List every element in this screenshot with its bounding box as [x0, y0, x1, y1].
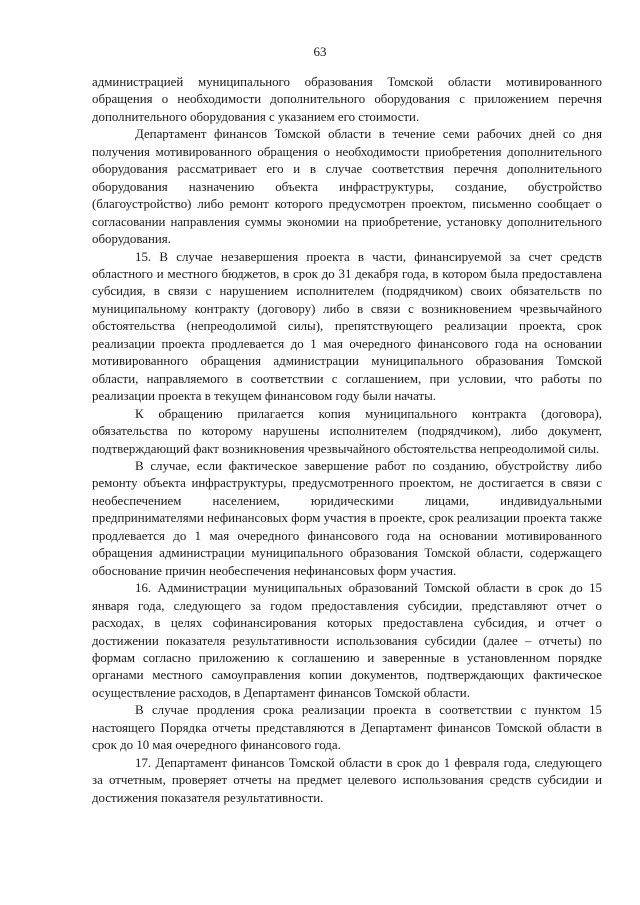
document-body: [92, 74, 602, 807]
paragraph-clause-16: 16. Администрации муниципальных образований Томской области в срок до 15 января года, следующего за годом предоставления субсидии, представляют отчет о расходах, в целях софинансирования которых предоставлена субсидия, и отчет о достижении показателя результативности использования субсидии (далее – отчеты) по формам согласно приложению к соглашению и заверенные в установленном порядке органами местного самоуправления копии документов, подтверждающих фактическое осуществление расходов, в Департамент финансов Томской области.: [92, 581, 602, 700]
paragraph-department-review: Департамент финансов Томской области в течение семи рабочих дней со дня получения мотивированного обращения о необходимости приобретения дополнительного оборудования рассматривает его и в случае соответствия перечня дополнительного оборудования назначению объекта инфраструктуры, создание, обустройство (благоустройство) либо ремонт которого предусмотрен проектом, письменно сообщает о согласовании направления суммы экономии на приобретение, установку дополнительного оборудования.: [92, 127, 602, 247]
paragraph-nonfinancial-participation: В случае, если фактическое завершение работ по созданию, обустройству либо ремонту объекта инфраструктуры, предусмотренного проектом, не достигается в связи с необеспечением населением, юридическими лицами, индивидуальными предпринимателями нефинансовых форм участия в проекте, срок реализации проекта также продлевается до 1 мая очередного финансового года на основании мотивированного обращения администрации муниципального образования Томской области, содержащего обоснование причин необеспечения нефинансовых форм участия.: [92, 458, 602, 578]
page-number: 63: [313, 44, 327, 59]
paragraph-clause-17: 17. Департамент финансов Томской области в срок до 1 февраля года, следующего за отчетным, проверяет отчеты на предмет целевого использования средств субсидии и достижения показателя результативности.: [92, 755, 602, 805]
paragraph-appeal-attachment: К обращению прилагается копия муниципального контракта (договора), обязательства по которому нарушены исполнителем (подрядчиком), либо документ, подтверждающий факт возникновения чрезвычайного обстоятельства непреодолимой силы.: [92, 406, 602, 456]
paragraph-extension-reports: В случае продления срока реализации проекта в соответствии с пунктом 15 настоящего Порядка отчеты представляются в Департамент финансов Томской области в срок до 10 мая очередного финансового года.: [92, 703, 602, 753]
paragraph-continuation: администрацией муниципального образования Томской области мотивированного обращения о необходимости дополнительного оборудования с приложением перечня дополнительного оборудования с указанием его стоимости.: [92, 75, 602, 124]
paragraph-clause-15: 15. В случае незавершения проекта в части, финансируемой за счет средств областного и местного бюджетов, в срок до 31 декабря года, в котором была предоставлена субсидия, в связи с нарушением исполнителем (подрядчиком) своих обязательств по муниципальному контракту (договору) либо в связи с возникновением чрезвычайного обстоятельства (непреодолимой силы), препятствующего реализации проекта, срок реализации проекта продлевается до 1 мая очередного финансового года на основании мотивированного обращения администрации муниципального образования Томской области, направляемого в соответствии с соглашением, при условии, что работы по реализации проекта в текущем финансовом году были начаты.: [92, 249, 602, 404]
